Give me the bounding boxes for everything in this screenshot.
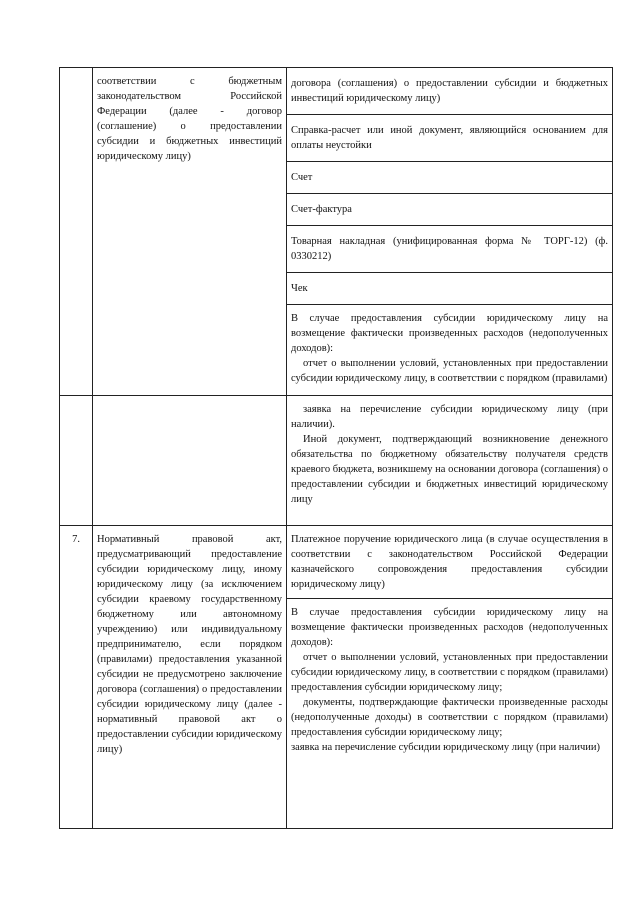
document-item: Счет-фактура bbox=[287, 194, 612, 226]
document-item: Справка-расчет или иной документ, являющийся основанием для оплаты неустойки bbox=[287, 115, 612, 162]
row-number bbox=[60, 396, 93, 526]
row-description: соответствии с бюджетным законодательством Российской Федерации (далее - договор (соглашение) о предоставлении субсидии и бюджетных инвестиций юридическому лицу) bbox=[93, 68, 287, 396]
row-documents bbox=[287, 396, 613, 526]
document-item: Чек bbox=[287, 273, 612, 305]
row-description: Нормативный правовой акт, предусматривающий предоставление субсидии юридическому лицу, иному юридическому лицу (за исключением субсидии краевому государственному бюджетному или автономному учреждению) или индивидуальному предпринимателю, если порядком (правилами) предоставления указанной субсидии не предусмотрено заключение договора (соглашения) о предоставлении субсидии юридическому лицу (далее - нормативный правовой акт о предоставлении субсидии юридическому лицу) bbox=[93, 526, 287, 829]
row-number bbox=[60, 68, 93, 396]
document-item: Счет bbox=[287, 162, 612, 194]
documents-table bbox=[59, 67, 613, 829]
table-row bbox=[60, 526, 613, 829]
row-documents bbox=[287, 526, 613, 829]
row-documents bbox=[287, 68, 613, 396]
table-row bbox=[60, 68, 613, 396]
document-item: В случае предоставления субсидии юридическому лицу на возмещение фактически произведенных расходов (недополученных доходов): отчет о выполнении условий, установленных при предоставлении субсидии юридическому лицу, в соответствии с порядком (правилами) предоставления субсидии юридическому лицу; документы, подтверждающие фактически произведенные расходы (недополученные доходы) в соответствии с порядком (правилами) предоставления субсидии юридическому лицу; заявка на перечисление субсидии юридическому лицу (при наличии) bbox=[291, 607, 608, 753]
row-number: 7. bbox=[60, 526, 93, 829]
document-item: заявка на перечисление субсидии юридическому лицу (при наличии). Иной документ, подтверждающий возникновение денежного обязательства по бюджетному обязательству получателя средств краевого бюджета, возникшему на основании договора (соглашения) о предоставлении субсидии и бюджетных инвестиций юридическому лицу bbox=[291, 404, 608, 505]
document-item: В случае предоставления субсидии юридическому лицу на возмещение фактически произведенных расходов (недополученных доходов): отчет о выполнении условий, установленных при предоставлении субсидии юридическому лицу, в соответствии с порядком (правилами) bbox=[291, 313, 608, 384]
row-description bbox=[93, 396, 287, 526]
document-item: договора (соглашения) о предоставлении субсидии и бюджетных инвестиций юридическому лицу) bbox=[287, 68, 612, 115]
document-item: Товарная накладная (унифицированная форма № ТОРГ-12) (ф. 0330212) bbox=[287, 226, 612, 273]
table-row bbox=[60, 396, 613, 526]
document-item: Платежное поручение юридического лица (в случае осуществления в соответствии с законодательством Российской Федерации казначейского сопровождения предоставления субсидии юридическому лицу) bbox=[287, 526, 612, 599]
